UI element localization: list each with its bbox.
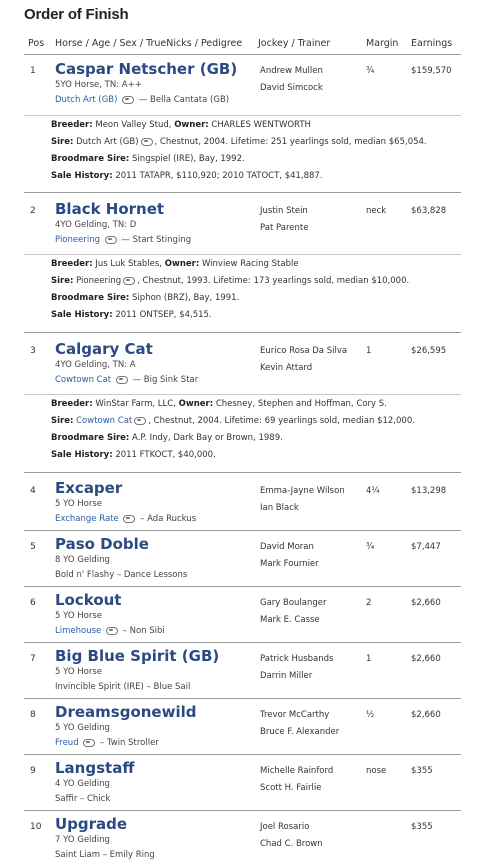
trainer-link[interactable]: Bruce F. Alexander <box>260 727 340 737</box>
horse-name-link[interactable]: Excaper <box>55 479 123 497</box>
row-divider <box>24 530 461 531</box>
margin: 1 <box>366 654 372 664</box>
trainer-link[interactable]: Mark Fournier <box>260 559 319 569</box>
earnings: $13,298 <box>411 486 447 496</box>
sale-history-line <box>51 450 216 460</box>
pedigree-separator: — <box>138 95 148 105</box>
horse-info: 5 YO Gelding <box>55 723 110 733</box>
horse-info: 5YO Horse, TN: A++ <box>55 80 142 90</box>
horse-info: 8 YO Gelding <box>55 555 110 565</box>
page-title: Order of Finish <box>24 6 129 23</box>
breeder-line <box>51 259 299 269</box>
sale-history-line <box>51 310 212 320</box>
earnings: $2,660 <box>411 654 441 664</box>
breeder-line <box>51 120 311 130</box>
sale-history-label: Sale History: <box>51 310 113 320</box>
pedigree <box>55 375 198 385</box>
row-divider <box>24 394 461 395</box>
sale-history: 2011 FTKOCT, $40,000. <box>115 450 216 460</box>
dam-name: Emily Ring <box>109 850 155 860</box>
pedigree-separator: — <box>121 235 130 245</box>
horse-info: 4YO Gelding, TN: A <box>55 360 136 370</box>
owner-label: Owner: <box>164 259 200 269</box>
truenicks-icon[interactable] <box>83 739 95 747</box>
position: 9 <box>30 766 36 776</box>
broodmare-sire-label: Broodmare Sire: <box>51 293 130 303</box>
position: 7 <box>30 654 36 664</box>
jockey-link[interactable]: Patrick Husbands <box>260 654 334 664</box>
pedigree <box>55 626 165 636</box>
earnings: $26,595 <box>411 346 447 356</box>
sire-link[interactable]: Freud <box>55 738 79 748</box>
pedigree-separator: – <box>140 514 145 524</box>
truenicks-icon[interactable] <box>122 96 134 104</box>
jockey-link[interactable]: Michelle Rainford <box>260 766 334 776</box>
horse-info: 5 YO Horse <box>55 499 102 509</box>
broodmare-sire-label: Broodmare Sire: <box>51 154 130 164</box>
pedigree-separator: – <box>80 794 85 804</box>
owner-label: Owner: <box>178 399 214 409</box>
horse-info: 4 YO Gelding <box>55 779 110 789</box>
pedigree <box>55 794 110 804</box>
margin: 4¼ <box>366 486 380 496</box>
horse-name-link[interactable]: Big Blue Spirit (GB) <box>55 647 220 665</box>
header-jockey: Jockey / Trainer <box>258 38 331 49</box>
dam-name: Big Sink Star <box>143 375 199 385</box>
sire-stats: , Chestnut, 1993. Lifetime: 173 yearlings sold, median $10,000. <box>137 276 410 286</box>
dam-name: Chick <box>86 794 111 804</box>
sire-name: Bold n' Flashy <box>55 570 115 580</box>
position: 4 <box>30 486 36 496</box>
sire-line <box>51 137 427 147</box>
pedigree-separator: – <box>122 626 127 636</box>
jockey-link[interactable]: Emma-Jayne Wilson <box>260 486 345 496</box>
row-divider <box>24 332 461 333</box>
jockey-link[interactable]: Justin Stein <box>260 206 308 216</box>
pedigree <box>55 570 187 580</box>
sire-link[interactable]: Pioneering <box>55 235 100 245</box>
margin: 2 <box>366 598 372 608</box>
row-divider <box>24 192 461 193</box>
jockey-link[interactable]: Trevor McCarthy <box>260 710 330 720</box>
trainer-link[interactable]: Chad C. Brown <box>260 839 323 849</box>
position: 10 <box>30 822 42 832</box>
row-divider <box>24 810 461 811</box>
dam-name: Ada Ruckus <box>147 514 197 524</box>
truenicks-icon[interactable] <box>123 515 135 523</box>
position: 6 <box>30 598 36 608</box>
row-divider <box>24 698 461 699</box>
row-divider <box>24 586 461 587</box>
horse-name-link[interactable]: Caspar Netscher (GB) <box>55 60 238 78</box>
header-pos: Pos <box>28 38 45 49</box>
truenicks-icon[interactable] <box>106 627 118 635</box>
dam-name: Bella Cantata (GB) <box>150 95 230 105</box>
sale-history-label: Sale History: <box>51 171 113 181</box>
trainer-link[interactable]: Scott H. Fairlie <box>260 783 322 793</box>
horse-info: 5 YO Horse <box>55 611 102 621</box>
dam-name: Start Stinging <box>132 235 192 245</box>
sire-line <box>51 276 409 286</box>
pedigree <box>55 95 229 105</box>
broodmare-sire-line <box>51 154 245 164</box>
broodmare-sire-label: Broodmare Sire: <box>51 433 130 443</box>
trainer-link[interactable]: Darrin Miller <box>260 671 313 681</box>
breeder: Jus Luk Stables, <box>95 259 163 269</box>
truenicks-icon[interactable] <box>123 277 135 285</box>
trainer-link[interactable]: Ian Black <box>260 503 299 513</box>
row-divider <box>24 472 461 473</box>
owner: CHARLES WENTWORTH <box>211 120 311 130</box>
owner-label: Owner: <box>174 120 209 130</box>
sire-stats: , Chestnut, 2004. Lifetime: 251 yearlings sold, median $65,054. <box>154 137 427 147</box>
margin: ¾ <box>366 66 375 76</box>
sire-link[interactable]: Dutch Art (GB) <box>55 95 118 105</box>
horse-info: 7 YO Gelding <box>55 835 110 845</box>
broodmare-sire: A.P. Indy, Dark Bay or Brown, 1989. <box>132 433 283 443</box>
header-margin: Margin <box>366 38 399 49</box>
pedigree <box>55 682 190 692</box>
sire-link[interactable]: Limehouse <box>55 626 102 636</box>
owner: Chesney, Stephen and Hoffman, Cory S. <box>215 399 387 409</box>
earnings: $159,570 <box>411 66 452 76</box>
sire-line <box>51 416 415 426</box>
sale-history-line <box>51 171 323 181</box>
sale-history: 2011 ONTSEP, $4,515. <box>115 310 212 320</box>
jockey-link[interactable]: Joel Rosario <box>260 822 310 832</box>
margin: ¾ <box>366 542 375 552</box>
pedigree-separator: – <box>116 570 122 580</box>
horse-name-link[interactable]: Black Hornet <box>55 200 165 218</box>
pedigree <box>55 738 159 748</box>
sire-label: Sire: <box>51 137 74 147</box>
broodmare-sire-line <box>51 293 239 303</box>
header-earnings: Earnings <box>411 38 453 49</box>
sire-link[interactable]: Exchange Rate <box>55 514 119 524</box>
sire-name: Dutch Art (GB) <box>76 137 139 147</box>
jockey-link[interactable]: Eurico Rosa Da Silva <box>260 346 348 356</box>
margin: 1 <box>366 346 372 356</box>
breeder-label: Breeder: <box>51 399 93 409</box>
row-divider <box>24 254 461 255</box>
pedigree-separator: – <box>100 738 105 748</box>
margin: neck <box>366 206 387 216</box>
earnings: $63,828 <box>411 206 447 216</box>
breeder-label: Breeder: <box>51 259 93 269</box>
horse-info: 5 YO Horse <box>55 667 102 677</box>
trainer-link[interactable]: Kevin Attard <box>260 363 313 373</box>
sire-name: Saint Liam <box>55 850 100 860</box>
sire-link[interactable]: Cowtown Cat <box>55 375 112 385</box>
margin: ½ <box>366 710 375 720</box>
jockey-link[interactable]: Gary Boulanger <box>260 598 327 608</box>
horse-info: 4YO Gelding, TN: D <box>55 220 137 230</box>
earnings: $355 <box>411 766 433 776</box>
position: 3 <box>30 346 36 356</box>
owner: Winview Racing Stable <box>201 259 299 269</box>
earnings: $2,660 <box>411 710 441 720</box>
margin: nose <box>366 766 387 776</box>
pedigree-separator: – <box>102 850 107 860</box>
trainer-link[interactable]: Mark E. Casse <box>260 615 320 625</box>
earnings: $2,660 <box>411 598 441 608</box>
sire-name-link[interactable]: Cowtown Cat <box>76 416 133 426</box>
horse-name-link[interactable]: Calgary Cat <box>55 340 153 358</box>
row-divider <box>24 115 461 116</box>
broodmare-sire: Siphon (BRZ), Bay, 1991. <box>132 293 240 303</box>
horse-name-link[interactable]: Lockout <box>55 591 122 609</box>
position: 5 <box>30 542 36 552</box>
header-divider <box>24 54 461 55</box>
dam-name: Twin Stroller <box>106 738 159 748</box>
truenicks-icon[interactable] <box>116 376 128 384</box>
breeder-line <box>51 399 387 409</box>
sale-history: 2011 TATAPR, $110,920; 2010 TATOCT, $41,887. <box>115 171 323 181</box>
truenicks-icon[interactable] <box>141 138 153 146</box>
earnings: $355 <box>411 822 433 832</box>
horse-name-link[interactable]: Langstaff <box>55 759 135 777</box>
jockey-link[interactable]: Andrew Mullen <box>260 66 323 76</box>
breeder-label: Breeder: <box>51 120 93 130</box>
sire-stats: , Chestnut, 2004. Lifetime: 69 yearlings sold, median $12,000. <box>148 416 415 426</box>
row-divider <box>24 642 461 643</box>
pedigree-separator: – <box>146 682 151 692</box>
dam-name: Dance Lessons <box>123 570 188 580</box>
sale-history-label: Sale History: <box>51 450 113 460</box>
sire-label: Sire: <box>51 416 74 426</box>
truenicks-icon[interactable] <box>105 236 117 244</box>
broodmare-sire: Singspiel (IRE), Bay, 1992. <box>132 154 245 164</box>
sire-name: Pioneering <box>76 276 122 286</box>
pedigree-separator: — <box>132 375 142 385</box>
trainer-link[interactable]: David Simcock <box>260 83 323 93</box>
jockey-link[interactable]: David Moran <box>260 542 314 552</box>
broodmare-sire-line <box>51 433 283 443</box>
horse-name-link[interactable]: Paso Doble <box>55 535 149 553</box>
sire-label: Sire: <box>51 276 74 286</box>
pedigree <box>55 850 155 860</box>
truenicks-icon[interactable] <box>134 417 146 425</box>
position: 2 <box>30 206 36 216</box>
position: 1 <box>30 66 36 76</box>
breeder: WinStar Farm, LLC, <box>95 399 176 409</box>
earnings: $7,447 <box>411 542 441 552</box>
dam-name: Non Sibi <box>129 626 165 636</box>
trainer-link[interactable]: Pat Parente <box>260 223 309 233</box>
sire-name: Invincible Spirit (IRE) <box>55 682 144 692</box>
breeder: Meon Valley Stud, <box>95 120 172 130</box>
position: 8 <box>30 710 36 720</box>
horse-name-link[interactable]: Upgrade <box>55 815 128 833</box>
header-horse: Horse / Age / Sex / TrueNicks / Pedigree <box>55 38 243 49</box>
pedigree <box>55 514 196 524</box>
row-divider <box>24 754 461 755</box>
dam-name: Blue Sail <box>153 682 191 692</box>
horse-name-link[interactable]: Dreamsgonewild <box>55 703 197 721</box>
sire-name: Saffir <box>55 794 78 804</box>
pedigree <box>55 235 191 245</box>
